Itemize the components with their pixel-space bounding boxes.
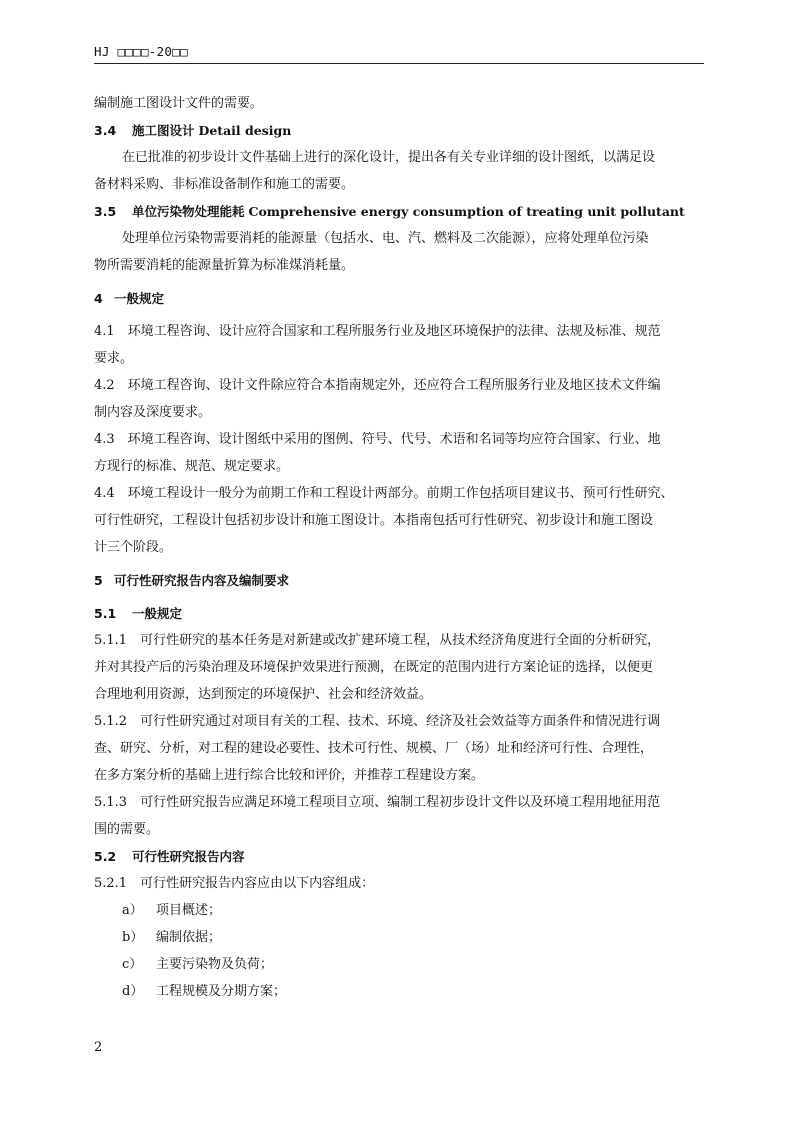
paragraph-line: 围的需要。 (94, 822, 160, 837)
paragraph-line: 计三个阶段。 (94, 540, 173, 555)
list-item: d） 工程规模及分期方案； (122, 984, 287, 999)
paragraph-line: 在多方案分析的基础上进行综合比较和评价，并推荐工程建设方案。 (94, 768, 485, 783)
page-number: 2 (94, 1040, 103, 1055)
heading-3-4: 3.4 施工图设计 Detail design (94, 123, 292, 138)
paragraph-line: 查、研究、分析，对工程的建设必要性、技术可行性、规模、厂（场）址和经济可行性、合理性， (94, 741, 654, 756)
document-code: HJ □□□□-20□□ (94, 44, 188, 59)
paragraph-line: 备材料采购、非标准设备制作和施工的需要。 (94, 177, 355, 192)
heading-5-2: 5.2 可行性研究报告内容 (94, 849, 245, 864)
paragraph-line: 物所需要消耗的能源量折算为标准煤消耗量。 (94, 258, 355, 273)
clause-5-1-1: 5.1.1 可行性研究的基本任务是对新建或改扩建环境工程，从技术经济角度进行全面的分析研究， (94, 633, 661, 648)
clause-4-2: 4.2 环境工程咨询、设计文件除应符合本指南规定外，还应符合工程所服务行业及地区技术文件编 (94, 378, 661, 393)
heading-5: 5 可行性研究报告内容及编制要求 (94, 573, 290, 588)
heading-5-1: 5.1 一般规定 (94, 606, 183, 621)
paragraph-continuation: 编制施工图设计文件的需要。 (94, 96, 264, 111)
clause-5-2-1: 5.2.1 可行性研究报告内容应由以下内容组成： (94, 876, 375, 891)
clause-5-1-2: 5.1.2 可行性研究通过对项目有关的工程、技术、环境、经济及社会效益等方面条件和情况进行调 (94, 714, 661, 729)
heading-4: 4 一般规定 (94, 291, 165, 306)
paragraph-line: 在已批准的初步设计文件基础上进行的深化设计，提出各有关专业详细的设计图纸，以满足设 (122, 150, 656, 165)
clause-5-1-3: 5.1.3 可行性研究报告应满足环境工程项目立项、编制工程初步设计文件以及环境工程用地征用范 (94, 795, 661, 810)
list-item: c） 主要污染物及负荷； (122, 957, 274, 972)
paragraph-line: 并对其投产后的污染治理及环境保护效果进行预测，在既定的范围内进行方案论证的选择，以便更 (94, 660, 654, 675)
paragraph-line: 合理地利用资源，达到预定的环境保护、社会和经济效益。 (94, 687, 433, 702)
clause-4-1: 4.1 环境工程咨询、设计应符合国家和工程所服务行业及地区环境保护的法律、法规及标准、规范 (94, 324, 661, 339)
paragraph-line: 处理单位污染物需要消耗的能源量（包括水、电、汽、燃料及二次能源），应将处理单位污染 (122, 231, 649, 246)
header-rule (94, 63, 704, 64)
clause-4-3: 4.3 环境工程咨询、设计图纸中采用的图例、符号、代号、术语和名词等均应符合国家、行业、地 (94, 432, 661, 447)
clause-4-4: 4.4 环境工程设计一般分为前期工作和工程设计两部分。前期工作包括项目建议书、预可行性研究、 (94, 486, 674, 501)
paragraph-line: 方现行的标准、规范、规定要求。 (94, 459, 290, 474)
list-item: b） 编制依据； (122, 930, 222, 945)
list-item: a） 项目概述； (122, 903, 222, 918)
paragraph-line: 要求。 (94, 351, 134, 366)
page-content (94, 90, 706, 1005)
paragraph-line: 制内容及深度要求。 (94, 405, 212, 420)
heading-3-5: 3.5 单位污染物处理能耗 Comprehensive energy consumption of treating unit pollutant (94, 204, 685, 219)
paragraph-line: 可行性研究，工程设计包括初步设计和施工图设计。本指南包括可行性研究、初步设计和施工图设 (94, 513, 654, 528)
